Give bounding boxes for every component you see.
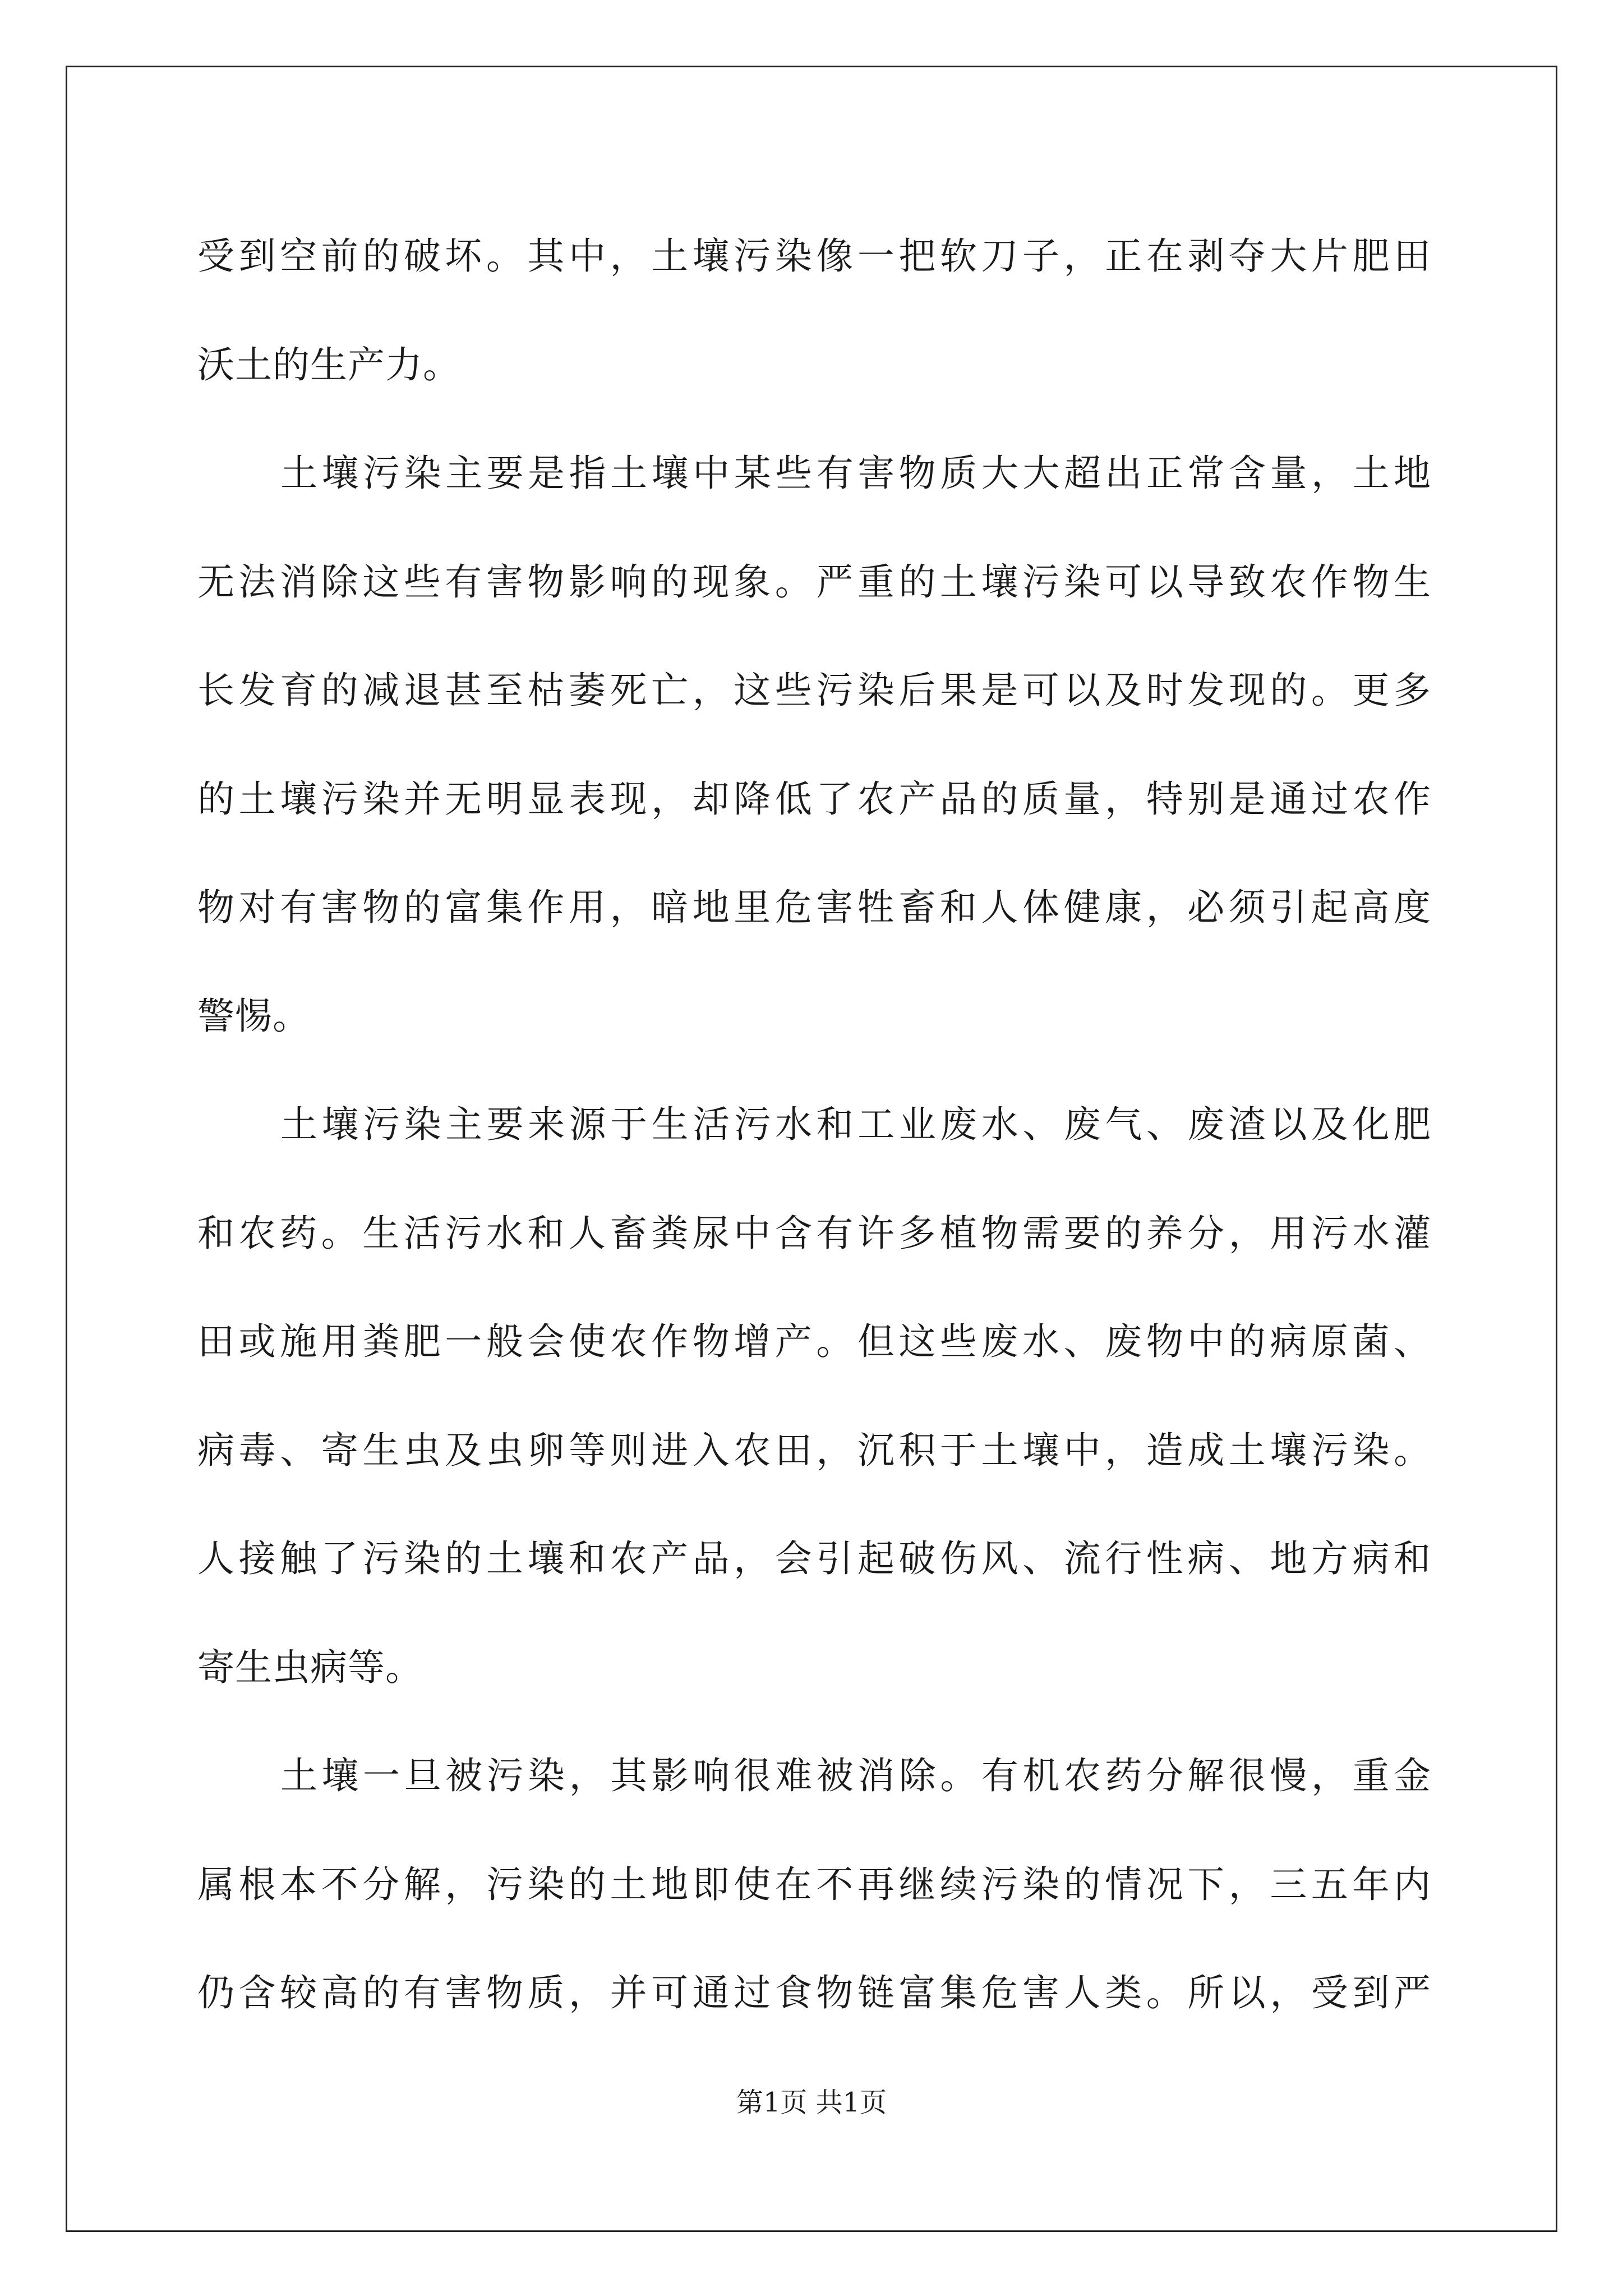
text-line-13: 人接触了污染的土壤和农产品，会引起破伤风、流行性病、地方病和 [197, 1537, 1431, 1580]
text-line-6: 的土壤污染并无明显表现，却降低了农产品的质量，特别是通过农作 [197, 777, 1431, 821]
text-line-3: 土壤污染主要是指土壤中某些有害物质大大超出正常含量，土地 [280, 452, 1431, 495]
text-line-5: 长发育的减退甚至枯萎死亡，这些污染后果是可以及时发现的。更多 [197, 669, 1431, 712]
text-line-2: 沃土的生产力。 [197, 343, 460, 386]
text-line-1: 受到空前的破坏。其中，土壤污染像一把软刀子，正在剥夺大片肥田 [197, 234, 1431, 278]
text-line-17: 仍含较高的有害物质，并可通过食物链富集危害人类。所以，受到严 [197, 1971, 1431, 2014]
text-line-12: 病毒、寄生虫及虫卵等则进入农田，沉积于土壤中，造成土壤污染。 [197, 1428, 1431, 1472]
text-line-9: 土壤污染主要来源于生活污水和工业废水、废气、废渣以及化肥 [280, 1103, 1431, 1146]
text-line-14: 寄生虫病等。 [197, 1645, 423, 1689]
text-line-7: 物对有害物的富集作用，暗地里危害牲畜和人体健康，必须引起高度 [197, 886, 1431, 929]
text-line-4: 无法消除这些有害物影响的现象。严重的土壤污染可以导致农作物生 [197, 560, 1431, 604]
text-line-15: 土壤一旦被污染，其影响很难被消除。有机农药分解很慢，重金 [280, 1754, 1431, 1797]
page-footer: 第1页 共1页 [736, 2087, 887, 2118]
text-line-8: 警惕。 [197, 994, 310, 1038]
text-line-11: 田或施用粪肥一般会使农作物增产。但这些废水、废物中的病原菌、 [197, 1320, 1431, 1363]
text-line-10: 和农药。生活污水和人畜粪尿中含有许多植物需要的养分，用污水灌 [197, 1211, 1431, 1255]
document-body [197, 202, 1431, 2047]
text-line-16: 属根本不分解，污染的土地即使在不再继续污染的情况下，三五年内 [197, 1862, 1431, 1906]
